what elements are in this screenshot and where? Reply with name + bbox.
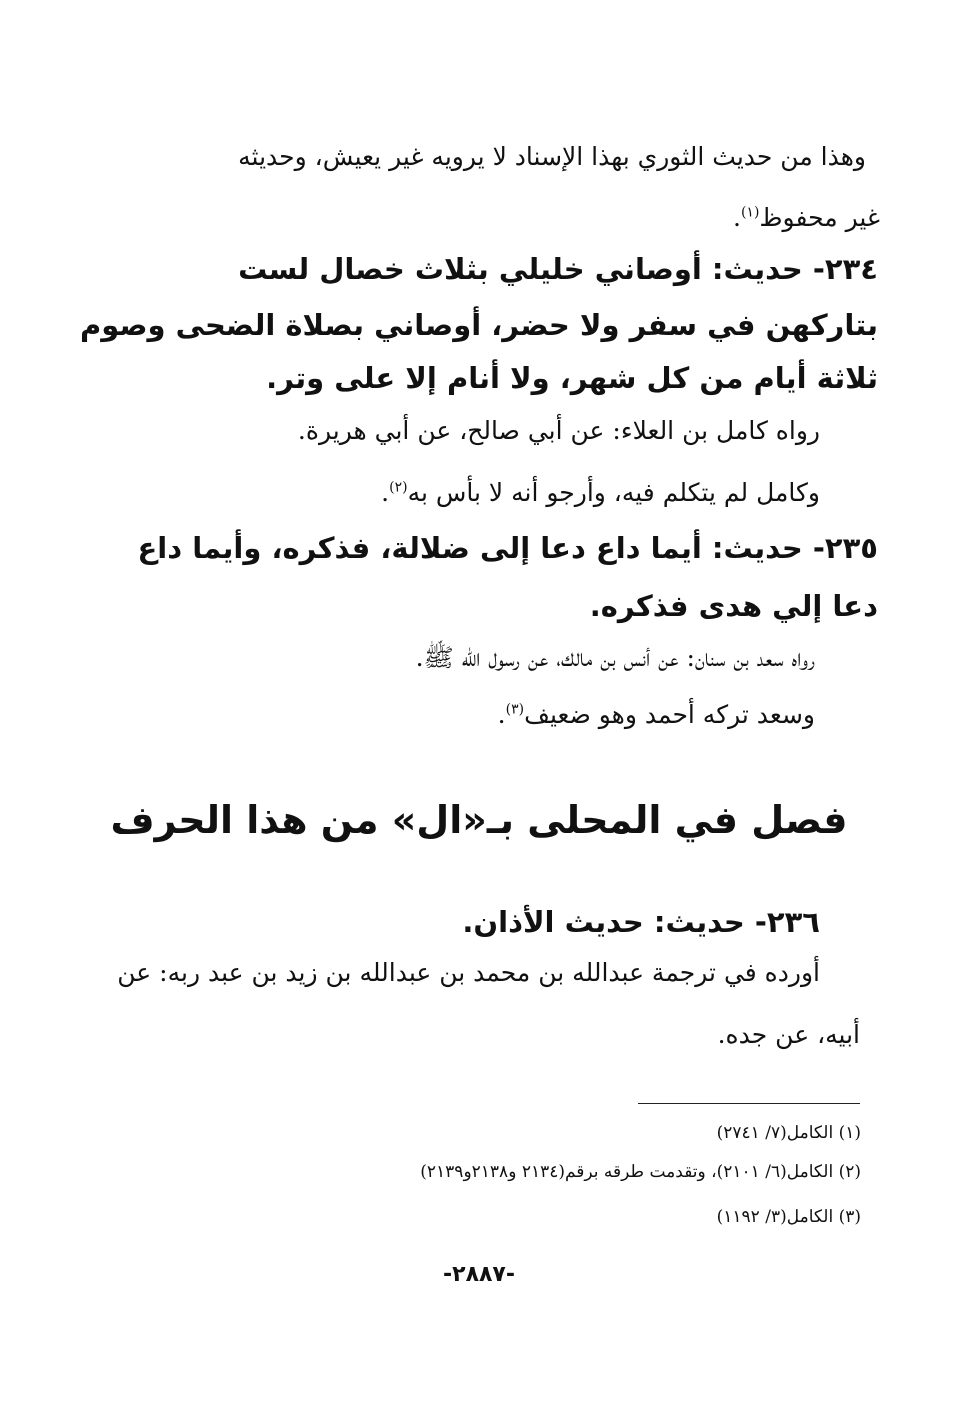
- text-span: .: [497, 700, 506, 729]
- section-heading: فصل في المحلى بـ«ال» من هذا الحرف: [110, 798, 848, 842]
- narration-line: [381, 478, 820, 507]
- paragraph-line: [733, 203, 880, 232]
- text-span: وهذا من حديث الثوري بهذا الإسناد لا يرويه غير يعيش، وحديثه: [238, 142, 866, 171]
- text-span: ٢٣٤- حديث: أوصاني خليلي بثلاث خصال لست: [238, 252, 878, 286]
- text-span: وكامل لم يتكلم فيه، وأرجو أنه لا بأس به: [407, 478, 820, 507]
- text-span: أورده في ترجمة عبدالله بن محمد بن عبدالله بن زيد بن عبد ربه: عن: [117, 958, 820, 987]
- paragraph-line: [238, 142, 866, 171]
- footnote-ref: (١): [740, 204, 760, 221]
- hadith-heading-line: [590, 589, 878, 623]
- hadith-heading-line: [462, 905, 820, 939]
- text-span: أبيه، عن جده.: [717, 1020, 860, 1049]
- text-span: وسعد تركه أحمد وهو ضعيف: [524, 700, 815, 729]
- text-span: رواه كامل بن العلاء: عن أبي صالح، عن أبي هريرة.: [297, 416, 820, 445]
- hadith-heading-line: [238, 252, 878, 286]
- text-span: ٢٣٦- حديث: حديث الأذان.: [462, 905, 820, 939]
- text-span: ٢٣٥- حديث: أيما داع دعا إلى ضلالة، فذكره، وأيما داع: [137, 531, 878, 565]
- hadith-heading-line: [80, 308, 878, 342]
- narration-line: [718, 1020, 860, 1049]
- footnote: (٢) الكامل(٦/ ٢١٠١)، وتقدمت طرقه برقم(٢١٣٤ و٢١٣٨و٢١٣٩): [420, 1162, 861, 1182]
- page-number: -٢٨٨٧-: [443, 1262, 515, 1287]
- footnote-ref: (٢): [389, 479, 408, 496]
- footnote-ref: (٣): [505, 701, 525, 718]
- hadith-heading-line: [137, 531, 878, 565]
- footnote: (٣) الكامل(٣/ ١١٩٢): [716, 1207, 861, 1227]
- narration-line: [498, 700, 815, 729]
- footnote: (١) الكامل(٧/ ٢٧٤١): [716, 1123, 861, 1143]
- footnote-divider: [638, 1103, 860, 1104]
- text-span: بتاركهن في سفر ولا حضر، أوصاني بصلاة الضحى وصوم: [80, 308, 878, 342]
- narration-line: [117, 958, 820, 987]
- text-span: ثلاثة أيام من كل شهر، ولا أنام إلا على وتر.: [266, 361, 878, 395]
- text-span: .: [381, 478, 390, 507]
- text-span: غير محفوظ: [759, 203, 880, 232]
- narration-line: [416, 642, 815, 679]
- text-span: .: [733, 203, 741, 232]
- text-span: رواه سعد بن سنان: عن أنس بن مالك، عن رسول الله ﷺ.: [415, 643, 815, 672]
- narration-line: [298, 416, 820, 445]
- text-span: دعا إلي هدى فذكره.: [589, 589, 878, 623]
- hadith-heading-line: [266, 361, 878, 395]
